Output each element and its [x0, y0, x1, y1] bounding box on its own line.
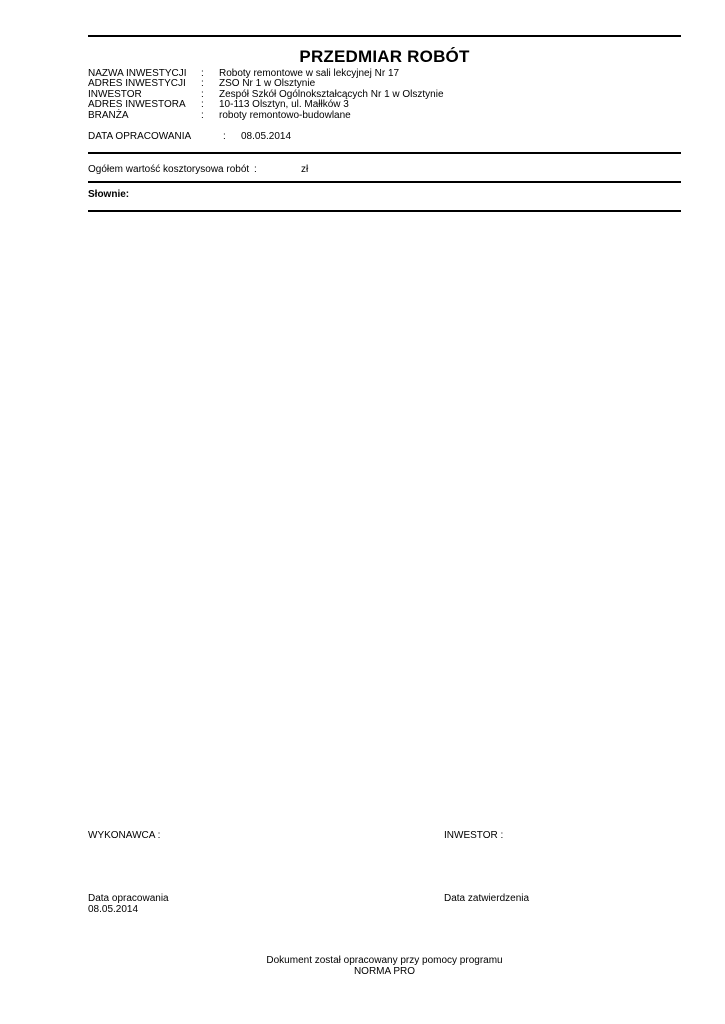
- total-value-currency: zł: [301, 164, 309, 175]
- preparation-date-row: [88, 131, 292, 142]
- preparation-date-footer-value: 08.05.2014: [88, 904, 139, 915]
- total-value-row: [88, 164, 309, 175]
- section-rule: [88, 210, 681, 212]
- info-value: Zespół Szkół Ogólnokształcących Nr 1 w Olsztynie: [219, 89, 444, 100]
- footer-line: Dokument został opracowany przy pomocy programu: [266, 955, 503, 966]
- info-separator: :: [201, 89, 204, 100]
- info-label: INWESTOR: [88, 89, 142, 100]
- preparation-date-footer-label: Data opracowania: [88, 893, 169, 904]
- info-separator: :: [201, 110, 204, 121]
- info-separator: :: [201, 99, 204, 110]
- investor-label: INWESTOR :: [444, 830, 504, 841]
- info-value: roboty remontowo-budowlane: [219, 110, 351, 121]
- info-separator: :: [201, 78, 204, 89]
- section-rule: [88, 152, 681, 154]
- footer-program-name: NORMA PRO: [353, 966, 416, 977]
- approval-date-label: Data zatwierdzenia: [444, 893, 530, 904]
- info-label: BRANŻA: [88, 110, 129, 121]
- total-value-label: Ogółem wartość kosztorysowa robót: [88, 164, 250, 175]
- info-label: ADRES INWESTORA: [88, 99, 186, 110]
- total-value-separator: :: [254, 164, 257, 175]
- section-rule: [88, 181, 681, 183]
- preparation-date-label: DATA OPRACOWANIA: [88, 131, 192, 142]
- info-value: ZSO Nr 1 w Olsztynie: [219, 78, 316, 89]
- software-footer: [88, 955, 681, 977]
- document-title: PRZEDMIAR ROBÓT: [299, 47, 470, 66]
- info-label: ADRES INWESTYCJI: [88, 78, 186, 89]
- preparation-date-separator: :: [223, 131, 226, 142]
- info-value: 10-113 Olsztyn, ul. Małłków 3: [219, 99, 349, 110]
- info-separator: :: [201, 68, 204, 79]
- top-rule: [88, 35, 681, 37]
- info-value: Roboty remontowe w sali lekcyjnej Nr 17: [219, 68, 400, 79]
- amount-in-words-label: Słownie:: [88, 189, 130, 200]
- preparation-date-value: 08.05.2014: [241, 131, 292, 142]
- contractor-label: WYKONAWCA :: [88, 830, 161, 841]
- info-label: NAZWA INWESTYCJI: [88, 68, 187, 79]
